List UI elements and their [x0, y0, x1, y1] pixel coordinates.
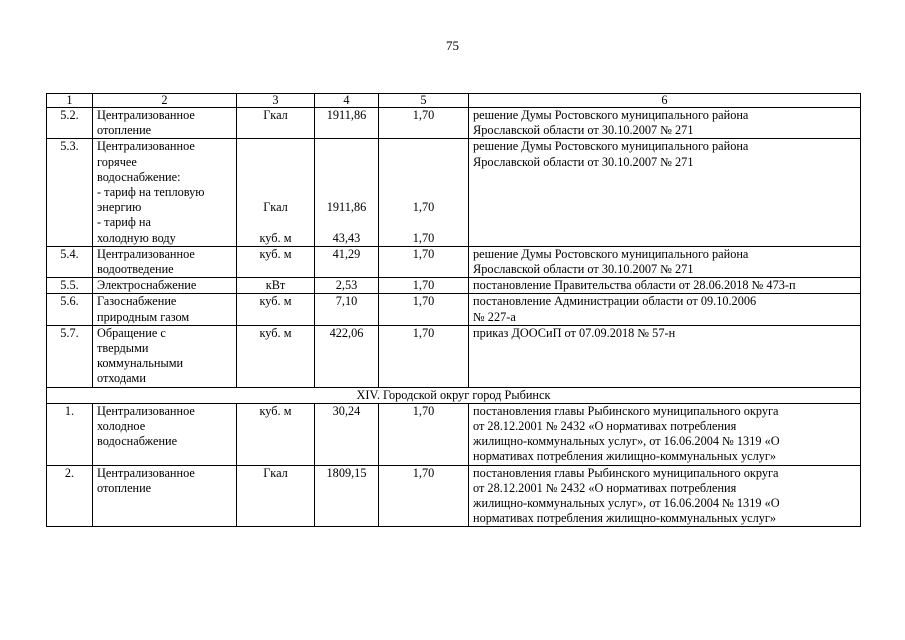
unit [237, 139, 315, 246]
header-cell: 6 [469, 94, 861, 108]
unit-line: Гкал [263, 108, 288, 122]
coefficient-line [383, 215, 464, 230]
coefficient-line: 1,70 [412, 200, 435, 215]
norm-value-line: 1911,86 [326, 200, 367, 215]
coefficient-line: 1,70 [412, 294, 435, 309]
legal-basis-line: решение Думы Ростовского муниципального района [473, 108, 749, 122]
service-name-line: Обращение с [97, 325, 166, 340]
coefficient-line: 1,70 [412, 246, 435, 261]
header-cell: 3 [237, 94, 315, 108]
service-name-line: горячее [97, 154, 137, 169]
coefficient-line: 1,70 [412, 108, 435, 122]
service-name-line: твердыми [97, 341, 149, 356]
coefficient [379, 325, 469, 387]
legal-basis-line: Ярославской области от 30.10.2007 № 271 [473, 262, 694, 277]
legal-basis-line: нормативах потребления жилищно-коммунальных услуг» [473, 449, 777, 464]
table-row [47, 403, 861, 465]
legal-basis [469, 246, 861, 277]
service-name-line: холодную воду [97, 230, 176, 245]
table-row [47, 139, 861, 246]
table-row [47, 278, 861, 294]
section-title: XIV. Городской округ город Рыбинск [47, 387, 861, 403]
norm-value-line: 1809,15 [326, 465, 367, 480]
coefficient-line [383, 170, 464, 185]
service-name-line: Централизованное [97, 403, 195, 418]
legal-basis-line: Ярославской области от 30.10.2007 № 271 [473, 154, 694, 169]
legal-basis [469, 465, 861, 527]
service-name [93, 465, 237, 527]
page-number: 75 [446, 38, 459, 53]
norm-value-line: 41,29 [332, 246, 361, 261]
header-cell: 4 [315, 94, 379, 108]
legal-basis-line: постановление Администрации области от 09.10.2006 [473, 294, 757, 309]
service-name-line: холодное [97, 419, 146, 434]
coefficient-line [383, 185, 464, 200]
legal-basis [469, 139, 861, 246]
header-cell: 1 [47, 94, 93, 108]
row-number: 5.6. [47, 294, 93, 325]
legal-basis [469, 403, 861, 465]
unit [237, 278, 315, 294]
legal-basis-line: от 28.12.2001 № 2432 «О нормативах потребления [473, 480, 737, 495]
table-row [47, 325, 861, 387]
norm-value [315, 403, 379, 465]
unit-line: куб. м [259, 325, 292, 340]
legal-basis-line: решение Думы Ростовского муниципального района [473, 139, 749, 154]
legal-basis-line: приказ ДООСиП от 07.09.2018 № 57-н [473, 325, 676, 340]
row-number: 5.3. [47, 139, 93, 246]
service-name [93, 246, 237, 277]
unit-line: кВт [265, 278, 286, 293]
coefficient-line: 1,70 [412, 403, 435, 418]
coefficient-line: 1,70 [412, 465, 435, 480]
service-name-line: - тариф на [97, 215, 151, 230]
norm-value [315, 278, 379, 294]
unit [237, 325, 315, 387]
norm-value-line [319, 170, 374, 185]
legal-basis-line: от 28.12.2001 № 2432 «О нормативах потребления [473, 419, 737, 434]
unit-line [241, 139, 310, 154]
norm-value-line: 43,43 [332, 230, 361, 245]
norm-value-line: 7,10 [335, 294, 358, 309]
norm-value [315, 465, 379, 527]
legal-basis-line: нормативах потребления жилищно-коммунальных услуг» [473, 511, 777, 526]
unit-line [241, 155, 310, 170]
tariff-table [46, 93, 861, 527]
legal-basis-line: жилищно-коммунальных услуг», от 16.06.2004 № 1319 «О [473, 434, 780, 449]
service-name-line: Централизованное [97, 139, 195, 154]
unit-line: Гкал [263, 465, 288, 480]
service-name [93, 294, 237, 325]
unit-line: куб. м [259, 230, 292, 245]
unit-line: куб. м [259, 294, 292, 309]
row-number: 2. [47, 465, 93, 527]
legal-basis-line: жилищно-коммунальных услуг», от 16.06.2004 № 1319 «О [473, 496, 780, 511]
service-name-line: - тариф на тепловую [97, 185, 205, 200]
norm-value-line: 422,06 [329, 325, 364, 340]
coefficient-line: 1,70 [412, 230, 435, 245]
coefficient-line: 1,70 [412, 278, 435, 293]
norm-value-line [319, 185, 374, 200]
service-name-line: Электроснабжение [97, 278, 197, 293]
section-row [47, 387, 861, 403]
unit [237, 294, 315, 325]
legal-basis-line: решение Думы Ростовского муниципального района [473, 246, 749, 261]
norm-value-line [319, 139, 374, 154]
coefficient [379, 294, 469, 325]
service-name-line: отопление [97, 123, 152, 138]
coefficient-line [383, 155, 464, 170]
coefficient [379, 108, 469, 139]
service-name-line: Централизованное [97, 465, 195, 480]
norm-value-line: 1911,86 [326, 108, 367, 122]
table-body [47, 94, 861, 527]
table-row [47, 465, 861, 527]
coefficient [379, 278, 469, 294]
norm-value [315, 139, 379, 246]
row-number: 5.2. [47, 108, 93, 139]
norm-value-line [319, 215, 374, 230]
service-name [93, 108, 237, 139]
unit-line: Гкал [263, 200, 288, 215]
service-name-line: Газоснабжение [97, 294, 177, 309]
norm-value-line [319, 155, 374, 170]
unit [237, 108, 315, 139]
service-name-line: Централизованное [97, 246, 195, 261]
coefficient [379, 465, 469, 527]
legal-basis-line: постановление Правительства области от 28.06.2018 № 473-п [473, 278, 796, 293]
unit-line [241, 170, 310, 185]
coefficient-line [383, 139, 464, 154]
service-name-line: отходами [97, 371, 146, 386]
service-name [93, 278, 237, 294]
norm-value [315, 294, 379, 325]
header-cell: 2 [93, 94, 237, 108]
legal-basis-line: Ярославской области от 30.10.2007 № 271 [473, 123, 694, 138]
header-cell: 5 [379, 94, 469, 108]
norm-value [315, 246, 379, 277]
service-name-line: Централизованное [97, 108, 195, 122]
service-name-line: водоотведение [97, 262, 174, 277]
unit-line [241, 215, 310, 230]
legal-basis [469, 108, 861, 139]
service-name [93, 139, 237, 246]
legal-basis-line: постановления главы Рыбинского муниципального округа [473, 465, 779, 480]
coefficient [379, 403, 469, 465]
coefficient [379, 139, 469, 246]
norm-value-line: 30,24 [332, 403, 361, 418]
service-name-line: водоснабжение [97, 434, 178, 449]
table-row [47, 246, 861, 277]
table-row [47, 108, 861, 139]
unit [237, 403, 315, 465]
service-name-line: энергию [97, 200, 142, 215]
legal-basis-line: постановления главы Рыбинского муниципального округа [473, 403, 779, 418]
row-number: 1. [47, 403, 93, 465]
unit-line: куб. м [259, 403, 292, 418]
legal-basis [469, 294, 861, 325]
unit-line: куб. м [259, 246, 292, 261]
service-name [93, 403, 237, 465]
unit [237, 465, 315, 527]
service-name-line: водоснабжение: [97, 169, 181, 184]
legal-basis [469, 325, 861, 387]
row-number: 5.4. [47, 246, 93, 277]
service-name-line: природным газом [97, 309, 190, 324]
unit-line [241, 185, 310, 200]
row-number: 5.7. [47, 325, 93, 387]
norm-value [315, 108, 379, 139]
service-name [93, 325, 237, 387]
coefficient [379, 246, 469, 277]
table-row [47, 294, 861, 325]
header-row [47, 94, 861, 108]
row-number: 5.5. [47, 278, 93, 294]
norm-value [315, 325, 379, 387]
coefficient-line: 1,70 [412, 325, 435, 340]
legal-basis-line: № 227-а [473, 309, 516, 324]
unit [237, 246, 315, 277]
service-name-line: отопление [97, 480, 152, 495]
service-name-line: коммунальными [97, 356, 184, 371]
legal-basis [469, 278, 861, 294]
norm-value-line: 2,53 [335, 278, 358, 293]
